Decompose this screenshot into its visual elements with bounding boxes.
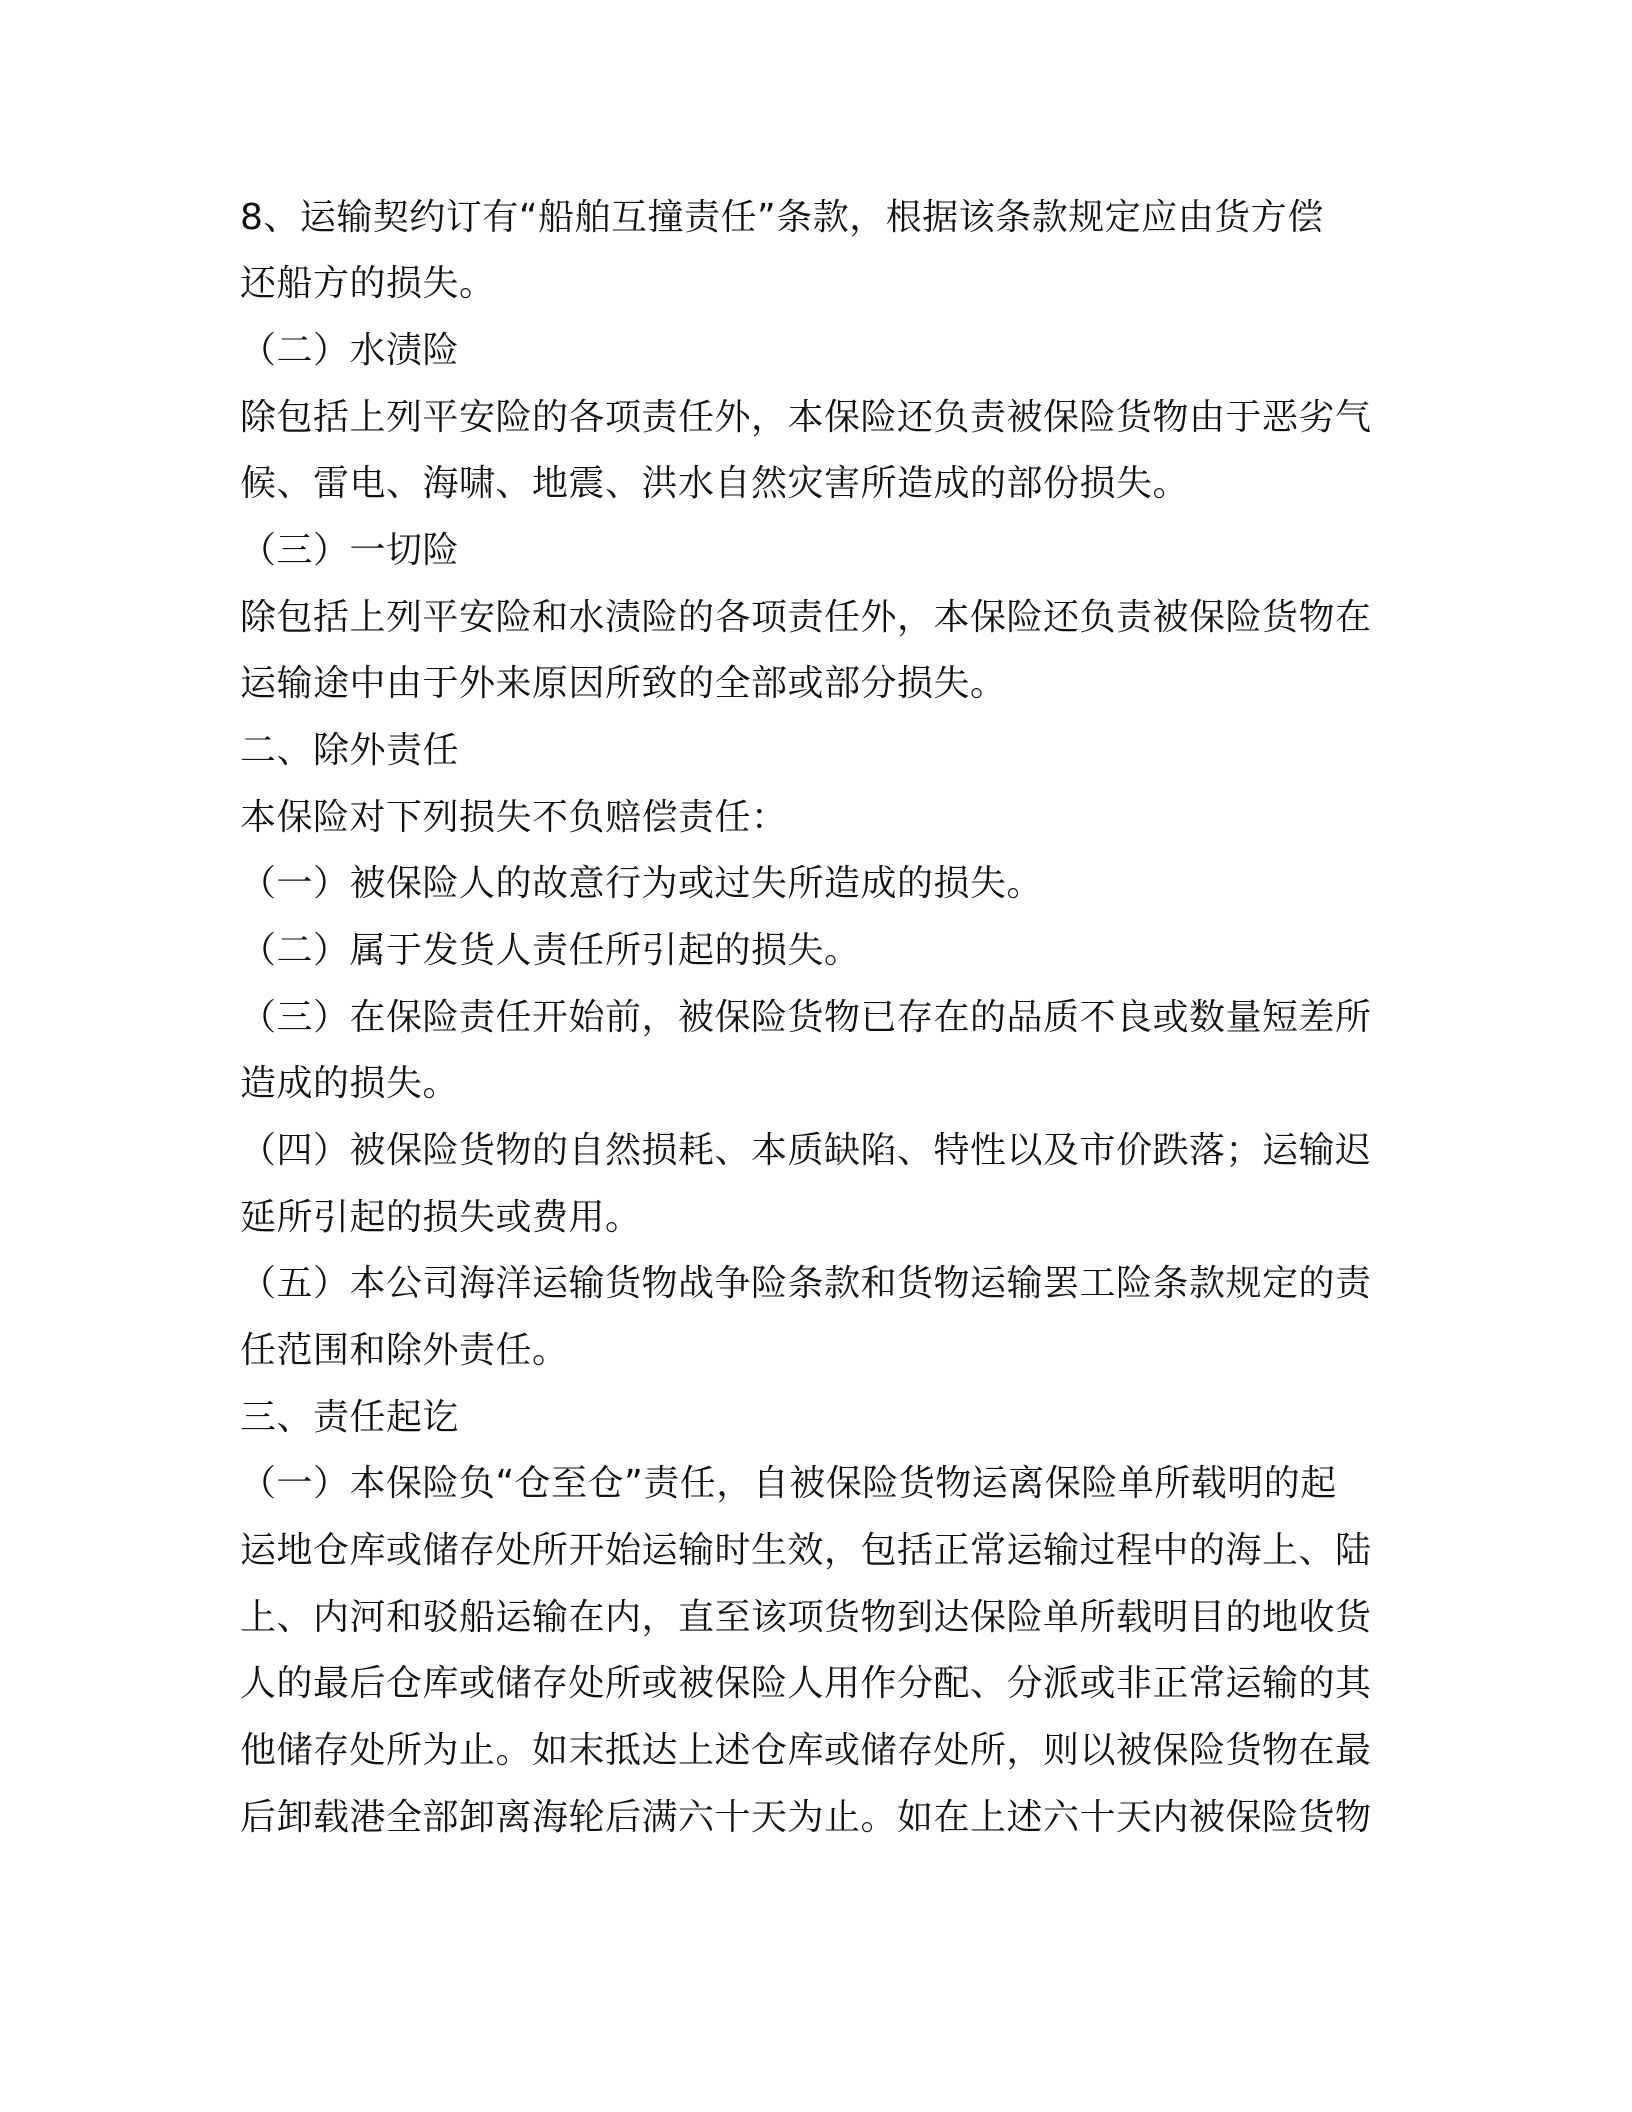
text-line: 候、雷电、海啸、地震、洪水自然灾害所造成的部份损失。 <box>240 463 1190 504</box>
text-line: 还船方的损失。 <box>240 263 496 304</box>
list-item: （二）属于发货人责任所引起的损失。 <box>240 930 861 971</box>
text-line: 除包括上列平安险和水渍险的各项责任外，本保险还负责被保险货物在 <box>240 597 1372 638</box>
text-line: 8、运输契约订有“船舶互撞责任”条款，根据该条款规定应由货方偿 <box>240 197 1324 238</box>
text-line: 上、内河和驳船运输在内，直至该项货物到达保险单所载明目的地收货 <box>240 1597 1372 1638</box>
list-item: （一）本保险负“仓至仓”责任，自被保险货物运离保险单所载明的起 <box>240 1463 1337 1504</box>
list-item: （一）被保险人的故意行为或过失所造成的损失。 <box>240 863 1044 904</box>
list-item: （三）在保险责任开始前，被保险货物已存在的品质不良或数量短差所 <box>240 997 1372 1038</box>
section-heading: （二）水渍险 <box>240 330 460 371</box>
text-line: 后卸载港全部卸离海轮后满六十天为止。如在上述六十天内被保险货物 <box>240 1797 1372 1838</box>
text-line: 延所引起的损失或费用。 <box>240 1197 642 1238</box>
text-line: 他储存处所为止。如末抵达上述仓库或储存处所，则以被保险货物在最 <box>240 1730 1372 1771</box>
section-heading: 三、责任起讫 <box>240 1397 460 1438</box>
section-heading: （三）一切险 <box>240 530 460 571</box>
list-item: （四）被保险货物的自然损耗、本质缺陷、特性以及市价跌落；运输迟 <box>240 1130 1372 1171</box>
text-line: 任范围和除外责任。 <box>240 1330 569 1371</box>
text-line: 运输途中由于外来原因所致的全部或部分损失。 <box>240 663 1007 704</box>
list-item: （五）本公司海洋运输货物战争险条款和货物运输罢工险条款规定的责 <box>240 1263 1372 1304</box>
text-line: 运地仓库或储存处所开始运输时生效，包括正常运输过程中的海上、陆 <box>240 1530 1372 1571</box>
section-heading: 二、除外责任 <box>240 730 460 771</box>
text-line: 除包括上列平安险的各项责任外，本保险还负责被保险货物由于恶劣气 <box>240 397 1372 438</box>
text-line: 人的最后仓库或储存处所或被保险人用作分配、分派或非正常运输的其 <box>240 1663 1372 1704</box>
text-line: 造成的损失。 <box>240 1063 460 1104</box>
text-line: 本保险对下列损失不负赔偿责任： <box>240 797 788 838</box>
